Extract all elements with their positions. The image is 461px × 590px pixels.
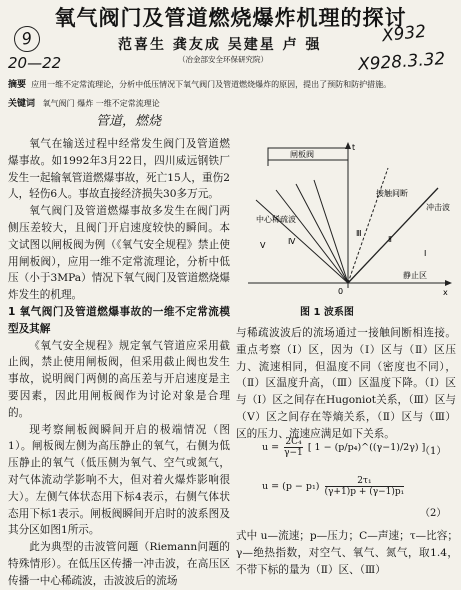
- fig-label-rest: 静止区: [403, 271, 427, 280]
- abstract-text: 应用一维不定常流理论，分析中低压情况下氧气阀门及管道燃烧爆炸的原因，提出了预防和防护措施。: [31, 80, 392, 89]
- fig-label-t: t: [352, 143, 356, 152]
- section-heading: 1 氧气阀门及管道燃爆事故的一维不定常流模型及其解: [8, 305, 230, 335]
- equation-1: [262, 437, 425, 458]
- paragraph: 此为典型的击波管问题（Riemann问题的特殊情形）。在低压区传播一冲击波，在高压区传播一中心稀疏波，击波波后的流场: [8, 541, 230, 587]
- eq1-rhs: [ 1 − (p/p₄)^((γ−1)/2γ) ]: [307, 442, 426, 453]
- eq1-denominator: γ−1: [284, 448, 303, 458]
- paragraph: 式中 u—流速；p—压力；C—声速；τ—比容；γ—绝热指数，对空气、氧气、氮气，取1.4，不带下标的量为（Ⅱ）区、（Ⅲ）: [236, 530, 458, 576]
- fig-label-shock: 冲击波: [426, 203, 450, 212]
- fig-label-fan: 中心稀疏波: [256, 215, 296, 224]
- rarefaction-fan: [256, 180, 348, 283]
- eq1-lhs: u =: [262, 442, 280, 453]
- left-column: [8, 136, 230, 590]
- equation-2-number: （2）: [420, 508, 447, 519]
- fig-zone-3: Ⅲ: [356, 229, 362, 238]
- handwritten-class-code-top: X932: [381, 21, 428, 47]
- paragraph: 与稀疏波波后的流场通过一接触间断相连接。重点考察（Ⅰ）区，因为（Ⅰ）区与（Ⅱ）区压力、流速相同，但温度不同（密度也不同），（Ⅱ）区温度升高，（Ⅲ）区温度下降。（Ⅰ）区与（Ⅰ）区之间存在Hugoniot关系，（Ⅲ）区与（Ⅴ）区之间存在等熵关系，（Ⅱ）区与（Ⅲ）区的压力、流速应满足如下关系。: [236, 327, 456, 440]
- eq2-lhs: u = (p − p₁): [262, 481, 320, 492]
- eq1-numerator: 2C₄: [285, 437, 302, 447]
- fig-label-gate: 闸板阀: [290, 150, 314, 159]
- keywords-text: 氧气阀门 爆炸 一维不定常流理论: [42, 99, 160, 108]
- paragraph: 《氧气安全规程》规定氧气管道应采用截止阀，禁止使用闸板阀，但采用截止阀也发生事故，说明阀门两侧的高压差与开启速度是主要因素，因此用闸板阀作为讨论对象是合理的。: [8, 339, 230, 419]
- paragraph: 氧气在输送过程中经常发生阀门及管道燃爆事故。如1992年3月22日，四川威远钢铁厂发生一起输氧管道燃爆事故，死亡15人，重伤2人，轻伤6人。事故直接经济损失30多万元。: [8, 138, 230, 201]
- wave-diagram: [238, 138, 458, 298]
- fig-label-x: x: [443, 288, 448, 297]
- fig-label-origin: 0: [338, 287, 344, 296]
- paragraph: 现考察闸板阀瞬间开启的极端情况（图1）。闸板阀左侧为高压静止的氧气，右侧为低压静止的氧气（低压侧为氧气、空气或氮气，对气体流动学影响不大，但对着火爆炸影响很大）。左侧气体状态用下标4表示，右侧气体状态用下标1表示。闸板阀瞬间开启时的波系图及其分区如图1所示。: [8, 423, 230, 537]
- keywords: [8, 96, 160, 109]
- contact-discontinuity-line: [348, 168, 388, 283]
- fig-zone-1: Ⅰ: [424, 249, 427, 258]
- fig-zone-5: Ⅴ: [260, 241, 266, 250]
- x-axis-arrow: [445, 280, 452, 286]
- keywords-label: 关键词: [8, 99, 36, 109]
- paper-title: 氧气阀门及管道燃烧爆炸机理的探讨: [54, 6, 407, 30]
- handwritten-keywords: 管道，燃烧: [96, 114, 162, 129]
- paragraph: 氧气阀门及管道燃爆事故多发生在阀门两侧压差较大，且阀门开启速度较快的瞬间。本文试图以闸板阀为例（《氧气安全规程》禁止使用闸板阀），应用一维不定常流理论，分析中低压（小于3MPa）情况下氧气阀门及管道燃烧爆炸发生的机理。: [8, 205, 230, 302]
- authors: 范喜生 龚友成 吴建星 卢 强: [118, 37, 322, 53]
- abstract-label: 摘要: [8, 80, 27, 90]
- abstract: [8, 79, 456, 91]
- equation-1-number: （1）: [420, 446, 447, 457]
- handwritten-class-code-bottom: X928.3.32: [357, 48, 446, 76]
- figure-caption: 图 1 波系图: [300, 307, 354, 318]
- right-column: [236, 325, 456, 443]
- fig-label-contact: 接触间断: [376, 189, 408, 198]
- fig-zone-2: Ⅱ: [388, 235, 392, 244]
- equation-2: [262, 476, 404, 497]
- eq2-numerator: 2τ₁: [325, 476, 405, 487]
- fig-zone-4: Ⅳ: [288, 237, 296, 246]
- handwritten-page-range: 20—22: [8, 54, 62, 72]
- handwritten-issue-number: 9: [12, 24, 41, 53]
- variable-definitions: [236, 528, 458, 578]
- eq2-denominator: (γ+1)p + (γ−1)p₁: [324, 487, 405, 497]
- affiliation: （冶金部安全环保研究院）: [178, 55, 268, 64]
